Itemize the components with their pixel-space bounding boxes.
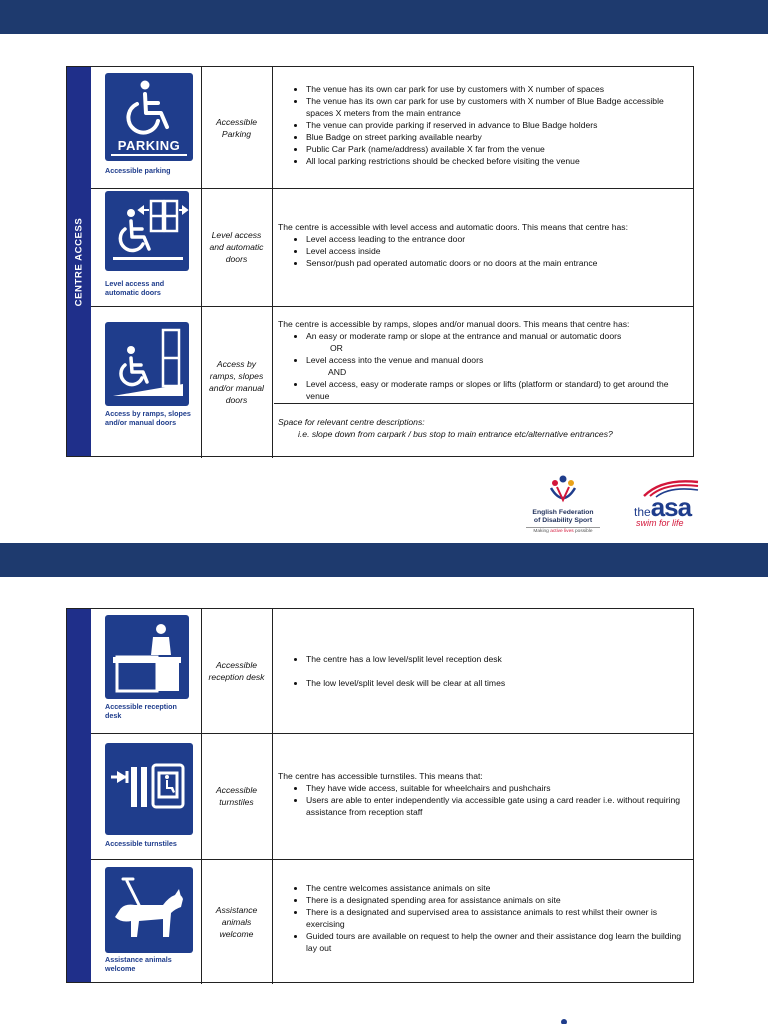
icon-cell <box>91 306 202 458</box>
description-main <box>274 306 693 404</box>
list-item: • An easy or moderate ramp or slope at the entrance and manual or automatic doors <box>306 330 693 342</box>
icon-cell <box>91 859 202 984</box>
list-item: • Users are able to enter independently via accessible gate using a card reader i.e. without requiring assistance from reception staff <box>306 794 693 818</box>
level-access-doors-icon <box>105 191 189 271</box>
row-name: Accessible reception desk <box>201 609 273 733</box>
icon-caption: Accessible turnstiles <box>105 839 177 848</box>
list-item: • Level access, easy or moderate ramps or slopes or lifts (platform or standard) to get around the venue <box>306 378 693 402</box>
connector-or: OR <box>330 343 343 353</box>
icon-caption: Level access and automatic doors <box>105 279 165 297</box>
list-item: • The venue has its own car park for use by customers with X number of Blue Badge accessible spaces X meters from the main entrance <box>306 95 693 119</box>
row-intro: The centre is accessible with level access and automatic doors. This means that centre has: <box>278 222 628 232</box>
list-item: • Blue Badge on street parking available nearby <box>306 131 693 143</box>
centre-access-table <box>66 66 694 457</box>
table-row-ramps <box>91 306 693 458</box>
list-item: • The centre has a low level/split level reception desk <box>306 653 693 665</box>
header-band-top <box>0 0 768 34</box>
list-item: • The venue has its own car park for use by customers with X number of spaces <box>306 83 693 95</box>
bullet-list <box>274 330 693 342</box>
row-intro: The centre has accessible turnstiles. This means that: <box>278 771 483 781</box>
bullet-list <box>274 233 693 269</box>
note-text: i.e. slope down from carpark / bus stop to main entrance etc/alternative entrances? <box>298 429 613 439</box>
efds-logo <box>526 474 600 534</box>
icon-caption: Accessible parking <box>105 166 171 175</box>
list-item: • Level access inside <box>306 245 693 257</box>
row-description <box>274 609 693 733</box>
list-item: • The centre welcomes assistance animals on site <box>306 882 693 894</box>
icon-cell <box>91 67 202 188</box>
row-name: Level access and automatic doors <box>201 188 273 306</box>
description-note <box>274 404 693 458</box>
list-item: • They have wide access, suitable for wheelchairs and pushchairs <box>306 782 693 794</box>
row-name: Accessible turnstiles <box>201 733 273 859</box>
efds-name-line1: English Federation <box>532 509 594 516</box>
efds-name-line2: of Disability Sport <box>533 517 593 524</box>
note-title: Space for relevant centre descriptions: <box>278 417 425 427</box>
list-item: • There is a designated and supervised area to assistance animals to rest whilst their owner is exercising <box>306 906 693 930</box>
table-row-turnstiles <box>91 733 693 860</box>
wheelchair-parking-icon <box>105 73 193 161</box>
icon-caption: Assistance animals welcome <box>105 955 172 973</box>
icon-caption: Access by ramps, slopes and/or manual doors <box>105 409 191 427</box>
row-name: Assistance animals welcome <box>201 859 273 984</box>
row-description <box>274 306 693 458</box>
bullet-list <box>274 782 693 818</box>
efds-emblem-icon <box>554 1016 574 1024</box>
reception-desk-icon <box>105 615 189 699</box>
list-item: • All local parking restrictions should be checked before visiting the venue <box>306 155 693 167</box>
list-item: • The low level/split level desk will be clear at all times <box>306 677 693 689</box>
row-name: Access by ramps, slopes and/or manual doors <box>201 306 273 458</box>
row-description <box>274 67 693 188</box>
asa-logo <box>632 476 702 532</box>
bullet-list <box>274 653 693 689</box>
icon-caption: Accessible reception desk <box>105 702 177 720</box>
asa-wordmark: theasa <box>634 492 692 522</box>
icon-cell <box>91 188 202 306</box>
guide-dog-icon <box>105 867 193 953</box>
row-description <box>274 859 693 984</box>
bullet-list <box>274 882 693 954</box>
list-item: • Guided tours are available on request to help the owner and their assistance dog learn the building lay out <box>306 930 693 954</box>
ramp-access-icon <box>105 322 189 406</box>
section-title: CENTRE ACCESS <box>73 217 85 306</box>
section-sidebar <box>67 67 91 456</box>
section-sidebar <box>67 609 91 982</box>
accessible-turnstile-icon <box>105 743 193 835</box>
table-row-parking <box>91 67 693 189</box>
table-row-assistance-animals <box>91 859 693 984</box>
list-item: • Sensor/push pad operated automatic doors or no doors at the main entrance <box>306 257 693 269</box>
table-row-level-access <box>91 188 693 307</box>
row-name: Accessible Parking <box>201 67 273 188</box>
parking-word: PARKING <box>117 138 181 153</box>
list-item: • Level access leading to the entrance door <box>306 233 693 245</box>
header-band-middle <box>0 543 768 577</box>
bullet-list <box>274 378 693 402</box>
table-row-reception <box>91 609 693 734</box>
list-item: • The venue can provide parking if reserved in advance to Blue Badge holders <box>306 119 693 131</box>
efds-emblem-icon <box>526 474 600 504</box>
bullet-list <box>274 83 693 167</box>
bullet-list <box>274 354 693 366</box>
reception-table <box>66 608 694 983</box>
icon-cell <box>91 609 202 733</box>
list-item: • Public Car Park (name/address) available X far from the venue <box>306 143 693 155</box>
list-item: • Level access into the venue and manual doors <box>306 354 693 366</box>
row-intro: The centre is accessible by ramps, slopes and/or manual doors. This means that centre has: <box>278 319 630 329</box>
list-item: • There is a designated spending area for assistance animals on site <box>306 894 693 906</box>
row-description <box>274 733 693 859</box>
row-description <box>274 188 693 306</box>
asa-tagline: swim for life <box>636 518 684 528</box>
connector-and: AND <box>328 367 347 377</box>
efds-tagline: Making active lives possible <box>526 527 600 535</box>
icon-cell <box>91 733 202 859</box>
